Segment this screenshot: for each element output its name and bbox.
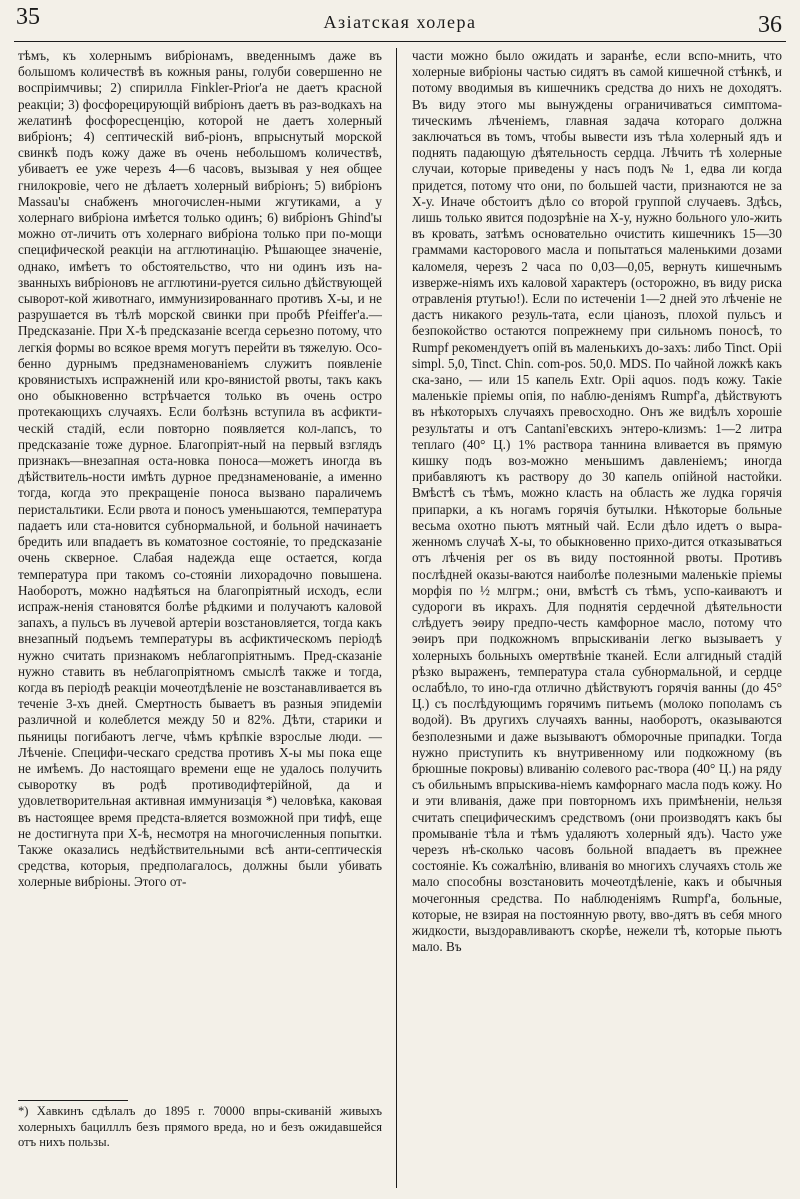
page-number-right: 36 bbox=[758, 12, 782, 38]
left-column-text: тѣмъ, къ холернымъ вибріонамъ, введеннымъ даже въ большомъ количествѣ въ кожныя раны, голуби совершенно не воспріимчивы; 2) спириллa Finkler-Prior'a не даетъ красной реакціи; 3) фосфорецирующій вибріонъ даетъ въ раз-водкахъ на желатинѣ фосфоресценцію, которой не даетъ холерный вибріонъ; 4) септическій виб-ріонъ, впрыснутый морской свинкѣ подъ кожу даже въ очень небольшомъ количествѣ, убиваетъ ее уже черезъ 4—6 часовъ, вызывая у нея общее гнилокровіе, чего не дѣлаетъ холерный вибріонъ; 5) вибріонъ Massau'ы снабженъ многочислен-ными жгутиками, а у холернаго вибріона имѣется только одинъ; 6) вибріонъ Ghind'ы можно от-личить отъ холернаго вибріона только при по-мощи специфической реакціи на агглютинацію. Рѣшающее значеніе, однако, имѣетъ то обстоятельство, что ни одинъ изъ на-званныхъ вибріоновъ не агглютини-руется сильно дѣйствующей сыворот-кой животнаго, иммунизированнаго противъ Х-ы, и не разрушается въ тѣлѣ морской свинки при пробѣ Pfeiffer'a.—Предсказаніе. При Х-ѣ предсказаніе всегда серьезно потому, что легкія формы во всякое время могутъ перейти въ тяжелую. Осо-бенно дурнымъ предзнаменованіемъ служитъ появленіе кровянистыхъ испражненій или кро-вянистой рвоты, такъ какъ оно обыкновенно встрѣчается только въ очень остро протекающихъ случаяхъ. Если болѣзнь вступила въ асфикти-ческій стадій, если повторно появляется кол-лапсъ, то предсказаніе тоже дурное. Благопріят-ный на первый взглядъ признакъ—внезапная оста-новка поноса—можетъ иногда въ дѣйствитель-ности имѣть дурное предзнаменованіе, а именно тогда, когда это прекращеніе поноса вызвано параличемъ перистальтики. Если рвота и поносъ уменьшаются, температура падаетъ или ста-новится субнормальной, и больной начинаетъ бредить или впадаетъ въ коматозное состояніе, то предсказаніе очень скверное. Слабая надежда еще остается, когда температура при такомъ со-стояніи лихорадочно повышена. Наоборотъ, можно надѣяться на благопріятный исходъ, если испраж-ненія становятся болѣе рѣдкими и получаютъ каловой запахъ, а пульсъ въ лучевой артеріи возстановляется, тогда какъ внезапный подъемъ температуры въ асфиктическомъ періодѣ нужно считать признакомъ неблагопріятнымъ. Пред-сказаніе нужно ставить въ неблагопріятномъ смыслѣ также и тогда, когда въ періодѣ реакціи мочеотдѣленіе не возстанавливается въ теченіе 3-хъ дней. Смертность бываетъ въ разныя эпидеміи различной и колеблется между 50 и 82%. Дѣти, старики и пьяницы погибаютъ легче, чѣмъ крѣпкіе взрослые люди. — Лѣченіе. Специфи-ческаго средства противъ Х-ы мы пока еще не имѣемъ. До настоящаго времени еще не удалось получить сыворотку въ родѣ противодифтерійной, да и удовлетворительная активная иммунизація *) человѣка, каковая въ настоящее время предста-вляется возможной при тифѣ, еще не достигнута при Х-ѣ, несмотря на многочисленныя попытки. Также оказались недѣйствительными всѣ анти-септическія средства, которыя, предполагалось, должны были убивать холерные вибріоны. Этого от- bbox=[18, 48, 382, 890]
footnote-text: *) Хавкинъ сдѣлалъ до 1895 г. 70000 впры-скиваній живыхъ холерныхъ бацилллъ безъ прямого вреда, но и безъ ожидавшейся отъ нихъ пользы. bbox=[18, 1104, 382, 1150]
header-rule bbox=[14, 41, 786, 42]
page-header bbox=[0, 0, 800, 44]
page-number-left: 35 bbox=[16, 4, 40, 30]
running-title: Азіатская холера bbox=[323, 12, 477, 32]
right-column-text: части можно было ожидать и заранѣе, если вспо-мнить, что холерные вибріоны частью сидятъ въ самой кишечной стѣнкѣ, и потому вводимыя въ кишечникъ средства до нихъ не доходятъ. Въ виду этого мы вынуждены ограничиваться симптома-тическимъ лѣченіемъ, главная задача котораго должна заключаться въ томъ, чтобы вывести изъ тѣла холерный ядъ и поднять падающую дѣятельность сердца. Лѣчить тѣ холерные случаи, которые приведены у насъ подъ № 1, едва ли когда придется, потому что они, по большей части, признаются не за Х-у. Иначе обстоитъ дѣло со второй группой случаевъ. Здѣсь, лишь только явится подозрѣніе на Х-у, нужно больного уло-жить въ кровать, затѣмъ основательно очистить кишечникъ 15—30 граммами касторового масла и попытаться маленькими дозами каломеля, черезъ 2 часа по 0,03—0,05, вернуть кишечнымъ изверже-ніямъ ихъ каловой характеръ (осторожно, въ виду риска отравленія ртутью!). Если по истеченіи 1—2 дней это лѣченіе не дастъ никакого резуль-тата, если ціанозъ, плохой пульсъ и безпокойство остаются попрежнему при сильномъ поносѣ, то Rumpf рекомендуетъ опій въ маленькихъ до-захъ: либо Tinct. Opii simpl. 5,0, Tinct. Chin. com-pos. 50,0. MDS. По чайной ложкѣ какъ ска-зано, — или 15 капель Extr. Opii aquos. подъ кожу. Такіе маленькіе пріемы опія, по наблю-деніямъ Rumpf'a, дѣйствуютъ въ нѣкоторыхъ случаяхъ превосходно. Онъ же видѣлъ хорошіе результаты и отъ Cantani'евскихъ энтеро-клизмъ: 1—2 литра теплаго (40° Ц.) 1% раствора таннина вливается въ прямую кишку подъ воз-можно меньшимъ давленіемъ; иногда прибавляютъ къ раствору до 30 капель опійной настойки. Вмѣстѣ съ тѣмъ, можно класть на область же лудка горячія припарки, а къ ногамъ горячія бутылки. Нѣкоторые больные весьма охотно пьютъ мятный чай. Если дѣло идетъ о выра-женномъ случаѣ Х-ы, то обыкновенно прихо-дится отказываться отъ лѣченія per os въ виду постоянной рвоты. Противъ послѣдней оказы-ваются наиболѣе полезными маленькіе пріемы морфія по ½ млгрм.; они, вмѣстѣ съ тѣмъ, успо-каиваютъ и судороги въ икрахъ. Для поднятія сердечной дѣятельности слѣдуетъ эѳиру предпо-честь камфорное масло, потому что эѳиръ при подкожномъ впрыскиваніи легко вызываетъ у холерныхъ больныхъ омертвѣніе тканей. Если алгидный стадій рѣзко выраженъ, температура стала субнормальной, и сердце ослабѣло, то ино-гда отлично дѣйствуютъ горячія ванны (до 45° Ц.) съ послѣдующимъ горячимъ питьемъ (молоко пополамъ съ водой). Въ другихъ случаяхъ ванны, наоборотъ, оказываются безполезными и даже вызываютъ обморочные припадки. Тогда нужно приступить къ внутривенному или подкожному (въ брюшные покровы) вливанію солевого рас-твора (40° Ц.) на ряду съ обильнымъ впрыскива-ніемъ камфорнаго масла подъ кожу. Но и эти вливанія, даже при повторномъ ихъ примѣненіи, нельзя считать специфическимъ средствомъ (они производятъ какъ бы промываніе тѣла и тѣмъ удаляютъ холерный ядъ). Часто уже черезъ нѣ-сколько часовъ больной впадаетъ въ прежнее состояніе. Къ сожалѣнію, вливанія во многихъ случаяхъ столь же мало способны возстановить мочеотдѣленіе, какъ и обычныя мочегонныя средства. По наблюденіямъ Rumpf'a, больные, которые, не взирая на постоянную рвоту, вво-дятъ въ себя много жидкости, выздоравливаютъ скорѣе, нежели тѣ, которые пьютъ мало. Въ bbox=[412, 48, 782, 955]
right-column bbox=[412, 48, 782, 1188]
footnote bbox=[18, 1104, 382, 1151]
footnote-rule bbox=[18, 1100, 128, 1101]
left-column bbox=[18, 48, 382, 1128]
column-divider bbox=[396, 48, 397, 1188]
